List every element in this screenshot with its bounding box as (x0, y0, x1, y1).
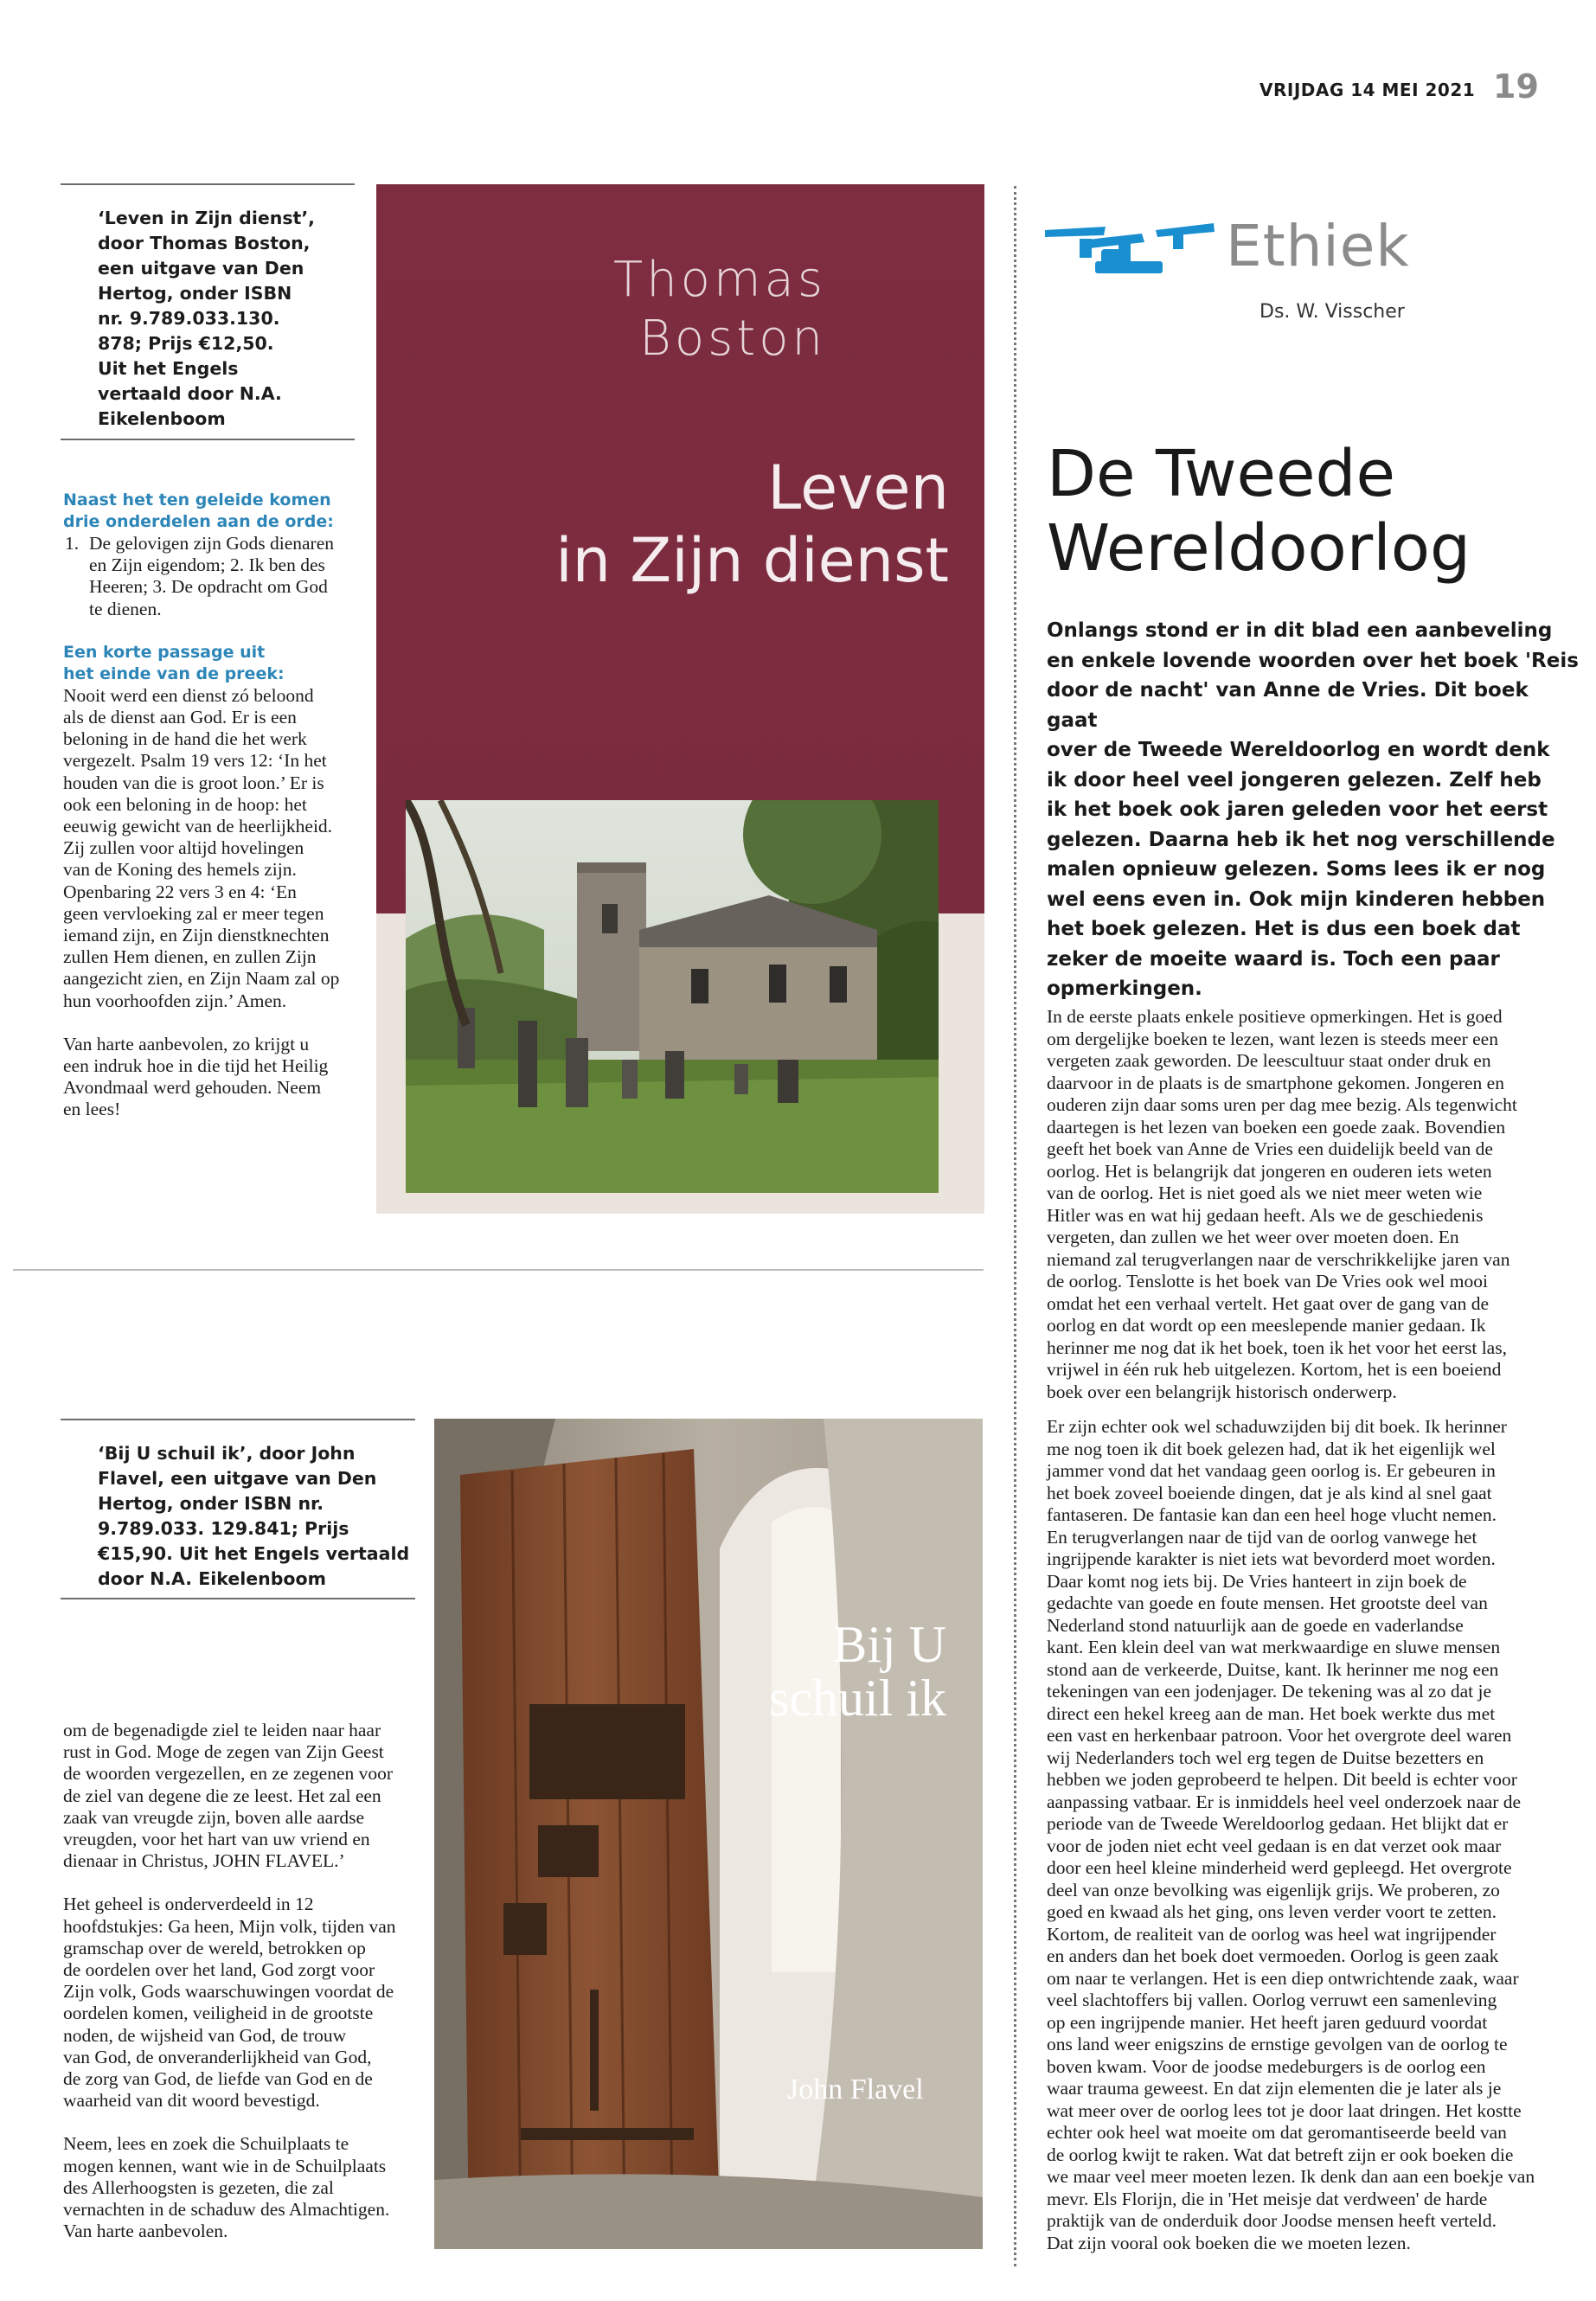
list-item: 1. De gelovigen zijn Gods dienaren en Zijn eigendom; 2. Ik ben des Heeren; 3. De opdracht om God te dienen. (65, 533, 334, 619)
lead-heading: Naast het ten geleide komen drie onderdelen aan de orde: (63, 490, 334, 531)
contents-list (63, 533, 366, 620)
paragraph: Het geheel is onderverdeeld in 12 hoofdstukjes: Ga heen, Mijn volk, tijden van gramschap over de wereld, betrokken op de oordelen over het land, God zorgt voor Zijn volk, Gods waarschuwingen voordat de oordelen komen, veiligheid in de grootste noden, de wijsheid van God, de trouw van God, de onveranderlijkheid van God, de zorg van God, de liefde van God en de waarheid van dit woord bevestigd. (63, 1894, 396, 2112)
section-title: Ethiek (1226, 213, 1410, 279)
column-author: Ds. W. Visscher (1259, 301, 1405, 323)
cover-author: Thomas Boston (612, 252, 826, 367)
cover-author: John Flavel (787, 2073, 924, 2106)
paragraph: om de begenadigde ziel te leiden naar haar rust in God. Moge de zegen van Zijn Geest de woorden vergezellen, en ze zegenen voor de ziel van degene die ze leest. Het zal een zaak van vreugde zijn, boven alle aardse vreugden, voor het hart van uw vriend en dienaar in Christus, JOHN FLAVEL.’ (63, 1720, 394, 1872)
paragraph: Neem, lees en zoek die Schuilplaats te mogen kennen, want wie in de Schuilplaats des Allerhoogsten is gezeten, die zal vernachten in de schaduw des Almachtigen. Van harte aanbevolen. (63, 2133, 390, 2242)
flavel-book-caption: ‘Bij U schuil ik’, door John Flavel, een uitgave van Den Hertog, onder ISBN nr. 9.789.033. 129.841; Prijs €15,90. Uit het Engels vertaald door N.A. Eikelenboom (98, 1443, 410, 1589)
sermon-passage: Nooit werd een dienst zó beloond als de dienst aan God. Er is een beloning in de hand die het werk vergezelt. Psalm 19 vers 12: ‘In het houden van die is groot loon.’ Er is ook een beloning in de hoop: het eeuwig gewicht van de heerlijkheid. Zij zullen voor altijd hovelingen van de Koning des hemels zijn. Openbaring 22 vers 3 en 4: ‘En geen vervloeking zal er meer tegen iemand zijn, en Zijn dienstknechten zullen Hem dienen, en zullen Zijn aangezicht zien, en Zijn Naam zal op hun voorhoofden zijn.’ Amen. (63, 684, 340, 1011)
closing-recommendation: Van harte aanbevolen, zo krijgt u een indruk hoe in die tijd het Heilig Avondmaal werd gehouden. Neem en lees! (63, 1033, 329, 1120)
issue-date: VRIJDAG 14 MEI 2021 (1259, 80, 1476, 100)
boston-review-text (63, 490, 366, 1121)
caption-top-rule-2 (61, 1419, 415, 1420)
column-divider (1014, 186, 1016, 2266)
article-headline: De Tweede Wereldoorlog (1047, 437, 1471, 586)
article-paragraph-2: Er zijn echter ook wel schaduwzijden bij dit boek. Ik herinner me nog toen ik dit boek gelezen had, dat ik het eigenlijk wel jammer vond dat het vandaag geen oorlog is. Er gebeuren in het boek zoveel boeiende dingen, dat je als kind al snel gaat fantaseren. De fantasie kan dan een heel hoge vlucht nemen. En terugverlangen naar de tijd van de oorlog vanwege het ingrijpende karakter is niet iets wat bevorderd moet worden. Daar komt nog iets bij. De Vries hanteert in zijn boek de gedachte van goede en foute mensen. Het grootste deel van Nederland stond natuurlijk aan de goede en vaderlandse kant. Een klein deel van wat merkwaardige en sluwe mensen stond aan de verkeerde, Duitse, kant. Ik herinner me nog een tekeningen van een jodenjager. De tekening was al zo dat je direct een hekel kreeg aan de man. Het boek werkte dus met een vast en herkenbaar patroon. Voor het overgrote deel waren wij Nederlanders toch wel erg tegen de Duitse bezetters en hebben we joden geprobeerd te helpen. Dit beeld is echter voor aanpassing vatbaar. Er is inmiddels heel veel onderzoek naar de periode van de Tweede Wereldoorlog gedaan. Het blijkt dat er voor de joden niet echt veel gedaan is en dat verzet ook maar door een heel kleine minderheid werd gepleegd. Het overgrote deel van onze bevolking was eigenlijk grijs. We proberen, zo goed en kwaad als het ging, ons leven verder voort te zetten. Kortom, de realiteit van de oorlog was heel wat ingrijpender en anders dan het boek doet vermoeden. Oorlog is geen zaak om naar te verlangen. Het is een diep ontwrichtende zaak, waar veel slachtoffers bij vallen. Oorlog verruwt een samenleving op een ingrijpende manier. Het heeft jaren geduurd voordat ons land weer enigszins de ernstige gevolgen van de oorlog te boven kwam. Voor de joodse medeburgers is de oorlog een waar trauma geweest. En dat zijn elementen die je later als je wat meer over de oorlog lees tot je door laat dringen. Het kostte echter ook heel wat moeite om dat geromantiseerde beeld van de oorlog kwijt te raken. Wat dat betreft zijn er ook boeken die we maar veel meer moeten lezen. Ik denk dan aan een boekje van mevr. Els Florijn, die in 'Het meisje dat verdween' de harde praktijk van de onderduik door Joodse mensen heeft verteld. Dat zijn vooral ook boeken die we moeten lezen. (1047, 1416, 1535, 2253)
cover-title: Leven in Zijn dienst (555, 452, 949, 596)
flavel-book-cover (434, 1419, 983, 2249)
page-number: 19 (1493, 67, 1539, 106)
article-paragraph-1: In de eerste plaats enkele positieve opmerkingen. Het is goed om dergelijke boeken te lezen, want lezen is steeds meer een vergeten zaak geworden. De leescultuur staat onder druk en daarvoor in de plaats is de smartphone gekomen. Jongeren en ouderen zijn daar soms uren per dag mee bezig. Als tegenwicht daartegen is het lezen van boeken een goede zaak. Bovendien geeft het boek van Anne de Vries een duidelijk beeld van de oorlog. Het is belangrijk dat jongeren en ouderen iets weten van de oorlog. Het is niet goed als we niet meer weten wie Hitler was en wat hij gedaan heeft. Als we de geschiedenis vergeten, dan zullen we het weer over moeten doen. En niemand zal terugverlangen naar de verschrikkelijke jaren van de oorlog. Tenslotte is het boek van De Vries ook wel mooi omdat het een verhaal vertelt. Het gaat over de gang van de oorlog en dat wordt op een meeslepende manier gedaan. Ik herinner me nog dat ik het boek, toen ik het voor het eerst las, vrijwel in één ruk heb uitgelezen. Kortom, het is een boeiend boek over een belangrijk historisch onderwerp. (1047, 1006, 1517, 1402)
article-intro: Onlangs stond er in dit blad een aanbeveling en enkele lovende woorden over het boek 'Reis door de nacht' van Anne de Vries. Dit boek gaat over de Tweede Wereldoorlog en wordt denk ik door heel veel jongeren gelezen. Zelf heb ik het boek ook jaren geleden voor het eerst gelezen. Daarna heb ik het nog verschillende malen opnieuw gelezen. Soms lees ik er nog wel eens even in. Ook mijn kinderen hebben het boek gelezen. Het is dus een boek dat zeker de moeite waard is. Toch een paar opmerkingen. (1047, 619, 1579, 1000)
cover-title: Bij U schuil ik (769, 1616, 946, 1727)
caption-bottom-rule-2 (61, 1598, 415, 1599)
caption-top-rule (61, 183, 355, 185)
church-photo (406, 800, 939, 1193)
boston-book-cover (376, 184, 984, 1214)
flavel-review-text (63, 1720, 418, 2242)
boston-book-caption: ‘Leven in Zijn dienst’, door Thomas Boston, een uitgave van Den Hertog, onder ISBN nr. 9.789.033.130. 878; Prijs €12,50. Uit het Engels vertaald door N.A. Eikelenboom (98, 208, 315, 429)
section-divider (13, 1269, 984, 1271)
scales-icon (1045, 208, 1218, 289)
lead-heading-passage: Een korte passage uit het einde van de preek: (63, 642, 285, 683)
caption-bottom-rule (61, 439, 355, 440)
